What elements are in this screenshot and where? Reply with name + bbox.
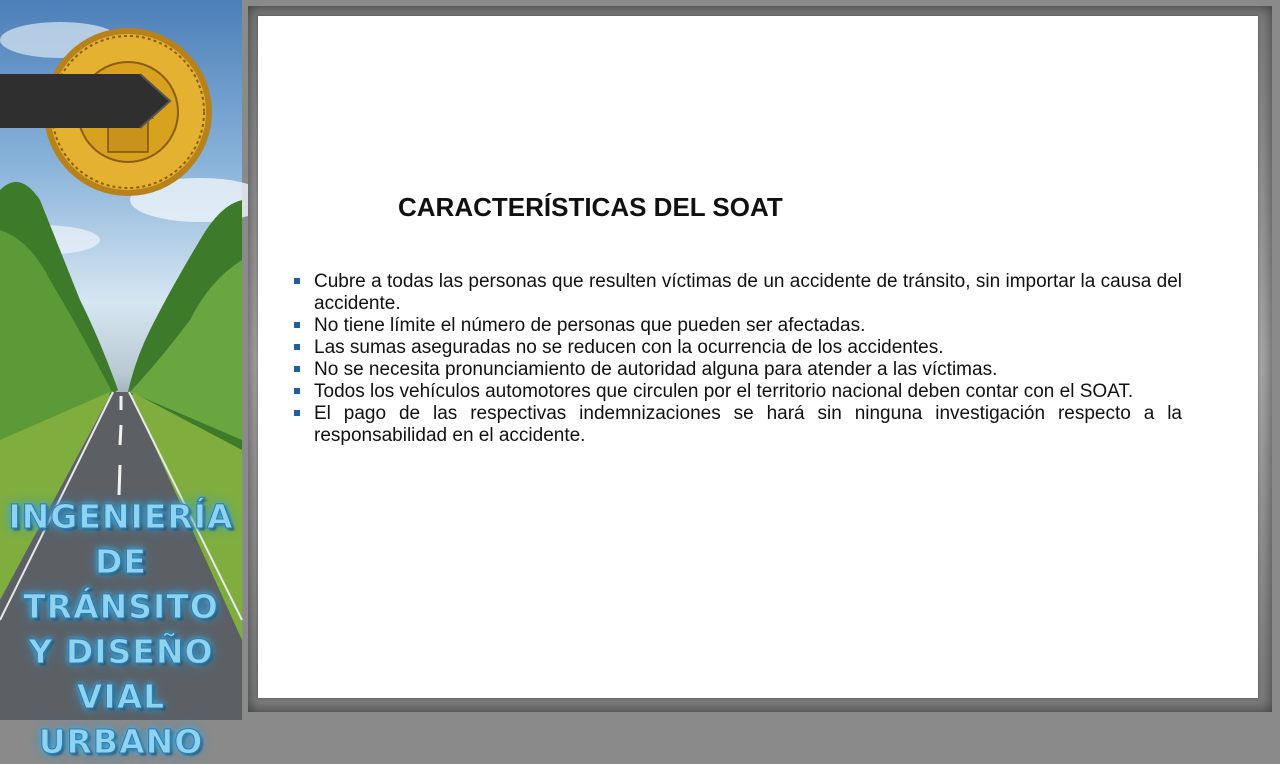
square-bullet-icon bbox=[294, 388, 300, 394]
list-item-text: Todos los vehículos automotores que circulen por el territorio nacional deben contar con el SOAT. bbox=[314, 381, 1134, 402]
list-item bbox=[292, 359, 1182, 381]
course-title-line: URBANO bbox=[38, 722, 204, 761]
slide-content bbox=[258, 16, 1258, 698]
bullet-list bbox=[292, 271, 1182, 447]
arrow-banner-icon bbox=[0, 74, 172, 128]
square-bullet-icon bbox=[294, 322, 300, 328]
list-item bbox=[292, 403, 1182, 447]
course-title-line: INGENIERÍA bbox=[8, 497, 234, 536]
list-item bbox=[292, 315, 1182, 337]
list-item bbox=[292, 337, 1182, 359]
list-item-text: No se necesita pronunciamiento de autoridad alguna para atender a las víctimas. bbox=[314, 359, 998, 380]
slide-title: CARACTERÍSTICAS DEL SOAT bbox=[398, 192, 783, 222]
list-item bbox=[292, 271, 1182, 315]
course-title-line: DE TRÁNSITO bbox=[23, 542, 219, 626]
course-title-line: VIAL bbox=[76, 677, 166, 716]
square-bullet-icon bbox=[294, 278, 300, 284]
course-title-line: Y DISEÑO bbox=[28, 632, 214, 671]
list-item-text: No tiene límite el número de personas que pueden ser afectadas. bbox=[314, 315, 866, 336]
list-item bbox=[292, 381, 1182, 403]
side-panel bbox=[0, 0, 242, 761]
course-title bbox=[0, 494, 242, 764]
list-item-text: Cubre a todas las personas que resulten víctimas de un accidente de tránsito, sin importar la causa del accidente. bbox=[314, 271, 1182, 314]
square-bullet-icon bbox=[294, 366, 300, 372]
list-item-text: Las sumas aseguradas no se reducen con la ocurrencia de los accidentes. bbox=[314, 337, 944, 358]
square-bullet-icon bbox=[294, 344, 300, 350]
list-item-text: El pago de las respectivas indemnizaciones se hará sin ninguna investigación respecto a la responsabilidad en el accidente. bbox=[314, 403, 1182, 446]
square-bullet-icon bbox=[294, 410, 300, 416]
